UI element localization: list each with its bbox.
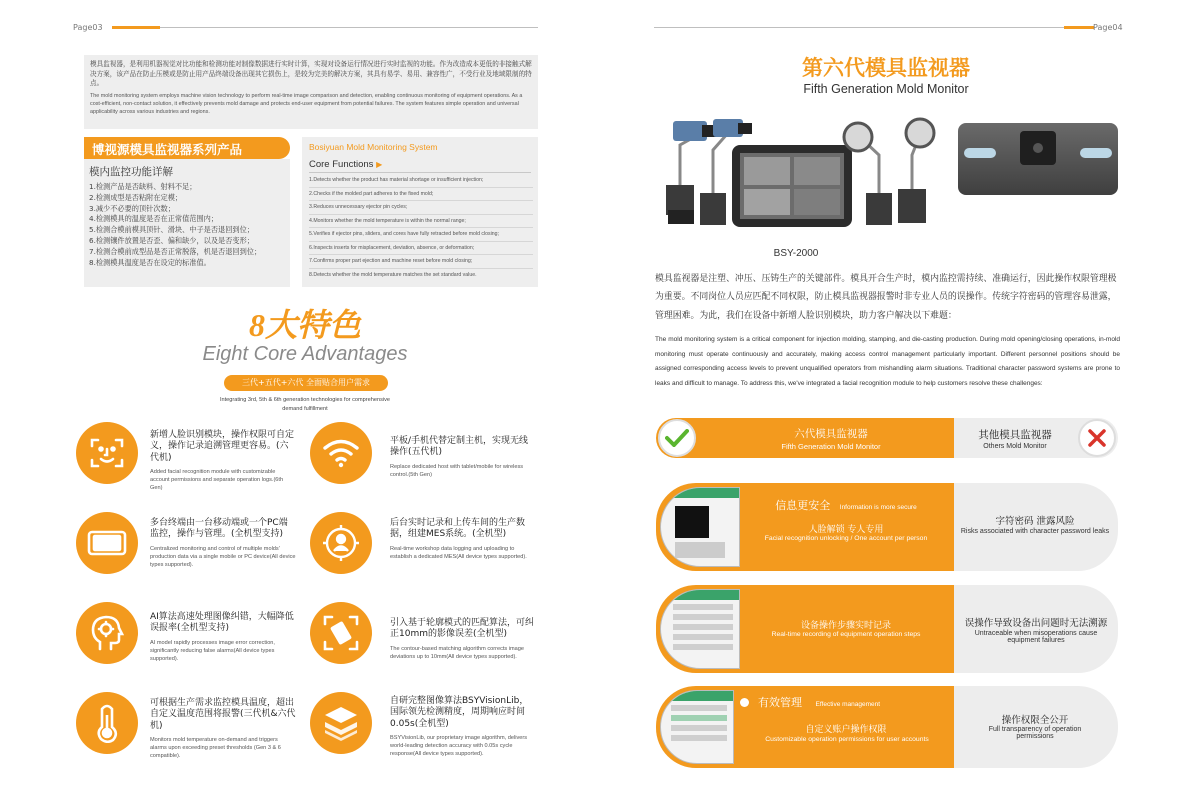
feature-text-1 [150, 430, 296, 492]
list-item: 4.Monitors whether the mold temperature is within the normal range; [309, 215, 533, 229]
row-sub-en: Customizable operation permissions for user accounts [765, 736, 929, 743]
feature-text-8 [390, 696, 536, 758]
series-subtitle-cn: 模内监控功能详解 [89, 166, 173, 178]
list-item: 5.Verifies if ejector pins, sliders, and cores have fully retracted before mold closing; [309, 228, 533, 242]
tablet-icon [76, 512, 138, 574]
product-label: BSY-2000 [773, 248, 819, 259]
row-head [746, 497, 946, 513]
feature-en: Real-time workshop data logging and uploading to establish a dedicated MES(All device types supported). [390, 545, 527, 560]
compare-right-cn: 其他模具监视器 [978, 429, 1052, 441]
bullet-dot-icon [740, 698, 749, 707]
header-rule-gray [160, 27, 538, 28]
feature-card-6 [306, 598, 536, 674]
feature-text-2 [390, 436, 536, 479]
feature-card-4 [306, 508, 536, 584]
compare-row-1 [656, 483, 1118, 571]
ai-head-icon [76, 602, 138, 664]
feature-text-6 [390, 618, 536, 661]
feature-en: Replace dedicated host with tablet/mobile for wireless control.(5th Gen) [390, 463, 524, 478]
compare-right-en: Others Mold Monitor [983, 443, 1047, 450]
row-sub-cn: 人脸解锁 专人专用 [808, 525, 884, 535]
feature-en: Added facial recognition module with customizable account permissions and separate operation logs.(6th Gen) [150, 468, 284, 491]
row-right [954, 585, 1118, 673]
row-sub-en: Real-time recording of equipment operation steps [771, 631, 921, 638]
header-rule-orange [112, 26, 160, 29]
contour-match-icon [310, 602, 372, 664]
core-functions-label: Core Functions [309, 159, 374, 170]
list-item: 6.检测镶件放置是否歪、偏和缺少，以及是否变形； [89, 235, 254, 245]
list-item: 2.Checks if the molded part adheres to the fixed mold; [309, 188, 533, 202]
feature-cn: 多台终端由一台移动端或一个PC端监控，操作与管理。(全机型支持) [150, 518, 288, 540]
header-rule-gray [654, 27, 1064, 28]
thermometer-icon [76, 692, 138, 754]
row-head-en: Information is more secure [839, 504, 917, 511]
right-title-en: Fifth Generation Mold Monitor [803, 82, 969, 96]
wifi-icon [310, 422, 372, 484]
feature-card-2 [306, 418, 536, 494]
advantages-badge: 三代+五代+六代 全面贴合用户需求 [224, 375, 388, 391]
software-screenshot [660, 487, 740, 567]
row-head [758, 694, 948, 710]
row-head-en: Effective management [815, 701, 881, 708]
compare-header [656, 418, 1118, 458]
feature-card-8 [306, 688, 536, 768]
feature-card-1 [72, 418, 296, 494]
page-number-right: Page04 [1093, 23, 1123, 32]
list-item: 5.检测合模前模具顶针、滑块、中子是否退回到位； [89, 225, 254, 235]
feature-text-4 [390, 518, 536, 561]
layers-icon [310, 692, 372, 754]
feature-en: BSYVisionLib, our proprietary image algorithm, delivers world-leading detection accuracy with 0.05s cycle response(All device types supported). [390, 734, 528, 757]
intro-box [84, 55, 538, 129]
feature-cn: 引入基于轮廓模式的匹配算法，可纠正10mm的影像误差(全机型) [390, 618, 535, 640]
sensor-light-left [964, 148, 996, 158]
software-screenshot [660, 690, 734, 764]
feature-text-5 [150, 612, 296, 663]
header-rule-orange [1064, 26, 1094, 29]
row-sub-en: Facial recognition unlocking / One account per person [764, 535, 928, 542]
feature-text-3 [150, 518, 296, 569]
advantages-title-en: Eight Core Advantages [202, 343, 408, 365]
cross-icon [1078, 419, 1116, 457]
feature-cn: 新增人脸识别模块，操作权限可自定义，操作记录追溯管理更容易。(六代机) [150, 430, 295, 463]
row-right-cn: 操作权限全公开 [1001, 715, 1069, 726]
feature-text-7 [150, 698, 296, 760]
product-image [658, 115, 948, 245]
series-title-cn: 博视源模具监视器系列产品 [92, 142, 243, 157]
row-head-cn: 信息更安全 [775, 499, 831, 512]
intro-en: The mold monitoring system employs machine vision technology to perform real-time image comparison and detection, enabling continuous monitoring of equipment operations. As a cost-efficient, non-contact solution, it effectively prevents mold damage and protects end-user equipment from potential failures. The system features simple operation and universal applicability across various industries and regions. [90, 92, 523, 116]
mes-network-icon [310, 512, 372, 574]
feature-cn: 自研完整图像算法BSYVisionLib，国际领先检测精度，周期响应时间0.05s(全机型) [390, 696, 529, 729]
feature-en: AI model rapidly processes image error correction, significantly reducing false alarms(All device types supported). [150, 639, 275, 662]
compare-row-3 [656, 686, 1118, 768]
page-number-left: Page03 [73, 23, 103, 32]
list-item: 8.检测模具温度是否在设定的标准值。 [89, 257, 211, 267]
row-right-en: Risks associated with character password leaks [960, 528, 1110, 535]
list-item: 3.减少不必要的顶针次数； [89, 203, 175, 213]
check-icon [658, 419, 696, 457]
face-sensor-image [958, 123, 1118, 195]
series-items-cn [89, 182, 287, 268]
series-title-en: Bosiyuan Mold Monitoring System [309, 142, 438, 152]
list-item: 1.检测产品是否缺料、射料不足； [89, 182, 197, 191]
list-item: 7.Confirms proper part ejection and machine reset before mold closing; [309, 255, 533, 269]
list-item: 4.检测模具的温度是否在正常值范围内； [89, 214, 219, 224]
feature-en: Monitors mold temperature on-demand and triggers alarms upon exceeding preset thresholds (Gen 3 & 6 compatible). [150, 736, 281, 759]
row-right-cn: 字符密码 泄露风险 [995, 516, 1075, 527]
row-right [954, 483, 1118, 571]
intro-paragraph-cn: 模具监视器是注塑、冲压、压铸生产的关键部件。模具开合生产时，模内监控需持续、准确运行，因此操作权限管理极为重要。不同岗位人员应匹配不同权限，防止模具监视器报警时非专业人员的误操作。传统字符密码的管理容易泄露，管理困难。为此，我们在设备中新增人脸识别模块，助力客户解决以下难题： [655, 274, 1117, 321]
list-item: 1.Detects whether the product has material shortage or insufficient injection; [309, 174, 533, 188]
right-title-cn: 第六代模具监视器 [802, 56, 970, 80]
row-right-en: Full transparency of operation permissions [988, 726, 1082, 740]
compare-left-cn: 六代模具监视器 [794, 428, 868, 440]
feature-en: The contour-based matching algorithm corrects image deviations up to 10mm(All device types supported). [390, 645, 525, 660]
list-item: 6.Inspects inserts for misplacement, deviation, absence, or deformation; [309, 242, 533, 256]
right-page [596, 0, 1191, 808]
feature-cn: 后台实时记录和上传车间的生产数据，组建MES系统。(全机型) [390, 518, 526, 540]
software-screenshot [660, 589, 740, 669]
row-sub-cn: 设备操作步骤实时记录 [800, 621, 891, 631]
triangle-right-icon: ▶ [376, 160, 383, 169]
face-scan-icon [76, 422, 138, 484]
series-items-en [309, 174, 533, 282]
list-item: 3.Reduces unnecessary ejector pin cycles; [309, 201, 533, 215]
core-functions-divider [309, 172, 531, 173]
row-sub-cn: 自定义账户操作权限 [805, 725, 887, 735]
compare-row-2 [656, 585, 1118, 673]
row-right-cn: 误操作导致设备出问题时无法溯源 [964, 618, 1108, 629]
compare-left-en: Fifth Generation Mold Monitor [781, 442, 881, 451]
sensor-light-right [1080, 148, 1112, 158]
list-item: 2.检测成型是否粘附在定模； [89, 192, 183, 202]
list-item: 7.检测合模前成型品是否正常脱落，机是否退回到位； [89, 246, 262, 256]
feature-card-3 [72, 508, 296, 584]
series-title-bar [84, 137, 290, 159]
intro-cn: 模具监视器，是利用机器视觉对比功能和检测功能对制像数据进行实时计算，实现对设备运行情况进行实时监视的功能。作为改造成本更低的非接触式解决方案，该产品在防止压模或是防止用产品终端设备出现其它损伤上，是较为完美的解决方案，其具有易学、易用、兼容性广，不受行业及地域限制的特点。 [90, 60, 532, 88]
feature-cn: AI算法高速处理图像纠错，大幅降低误报率(全机型支持) [150, 612, 294, 634]
feature-cn: 可根据生产需求监控模具温度，超出自定义温度范围将报警(三代机&六代机) [150, 698, 296, 731]
feature-cn: 平板/手机代替定制主机，实现无线操作(五代机) [390, 436, 529, 458]
advantages-badge-sub: Integrating 3rd, 5th & 6th generation technologies for comprehensive demand fulfillment [219, 397, 391, 412]
row-head-cn: 有效管理 [758, 696, 802, 709]
camera-lens-icon [1020, 131, 1056, 165]
advantages-title-cn: 8大特色 [248, 307, 361, 343]
feature-en: Centralized monitoring and control of multiple molds' production data via a single mobile or PC device(All device types supported). [150, 545, 296, 568]
feature-card-7 [72, 688, 296, 768]
core-functions-heading [309, 159, 382, 170]
intro-paragraph-en: The mold monitoring system is a critical component for injection molding, stamping, and die-casting production. During mold opening/closing operations, in-mold monitoring must operate continuously and accurately, making access control management particularly important. Different personnel positions should be assigned corresponding access levels to prevent unqualified operators from mishandling alarm situations. Traditional character password systems are prone to leaks and difficult to manage. To address this, we've integrated a facial recognition module to help customers resolve these challenges: [655, 336, 1120, 387]
feature-card-5 [72, 598, 296, 674]
list-item: 8.Detects whether the mold temperature matches the set standard value. [309, 271, 477, 278]
row-right-en: Untraceable when misoperations cause equipment failures [974, 630, 1098, 644]
